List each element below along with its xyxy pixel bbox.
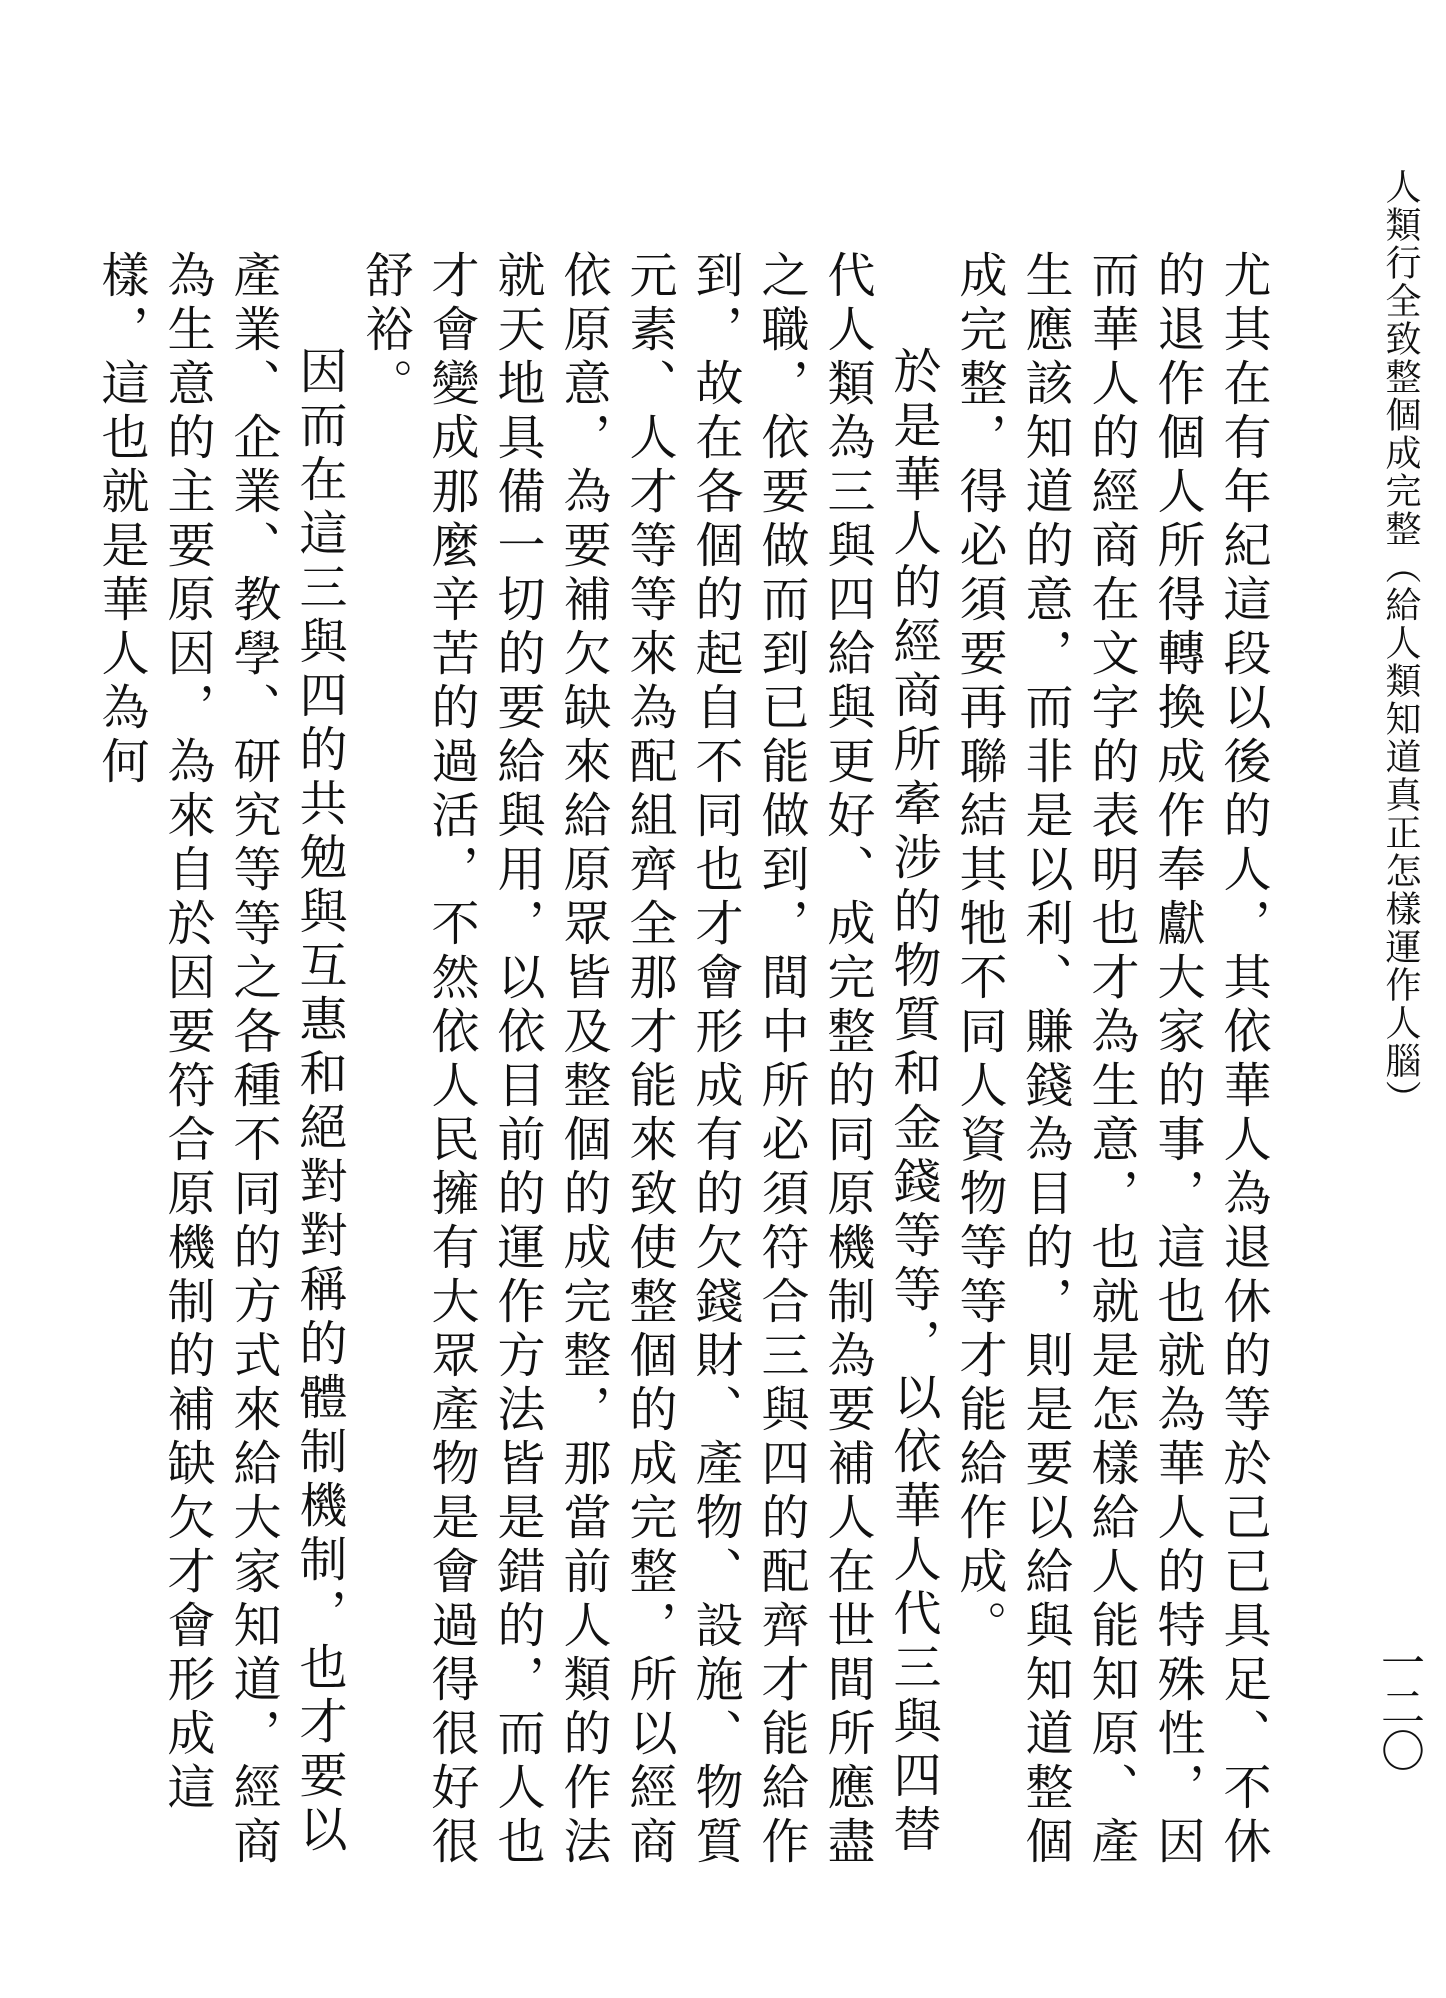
body-text [93,250,1276,1870]
paragraph-2: 於是華人的經商所牽涉的物質和金錢等等，以依華人代三與四替代人類為三與四給與更好、成完整的同原機制為要補人在世間所應盡之職，依要做而到已能做到，間中所必須符合三與四的配齊才能給作到，故在各個的起自不同也才會形成有的欠錢財、產物、設施、物質元素、人才等等來為配組齊全那才能來致使整個的成完整，所以經商依原意，為要補欠缺來給原眾皆及整個的成完整，那當前人類的作法就天地具備一切的要給與用，以依目前的運作方法皆是錯的，而人也才會變成那麼辛苦的過活，不然依人民擁有大眾產物是會過得很好很舒裕。 [357,250,941,1870]
running-header: 人類行全致整個成完整（給人類知道真正怎樣運作人腦） [1380,168,1421,1118]
paragraph-1: 尤其在有年紀這段以後的人，其依華人為退休的等於己已具足、不休的退作個人所得轉換成作奉獻大家的事，這也就為華人的特殊性，因而華人的經商在文字的表明也才為生意，也就是怎樣給人能知原、產生應該知道的意，而非是以利、賺錢為目的，則是要以給與知道整個成完整，得必須要再聯結其牠不同人資物等等才能給作成。 [951,250,1271,1870]
page-number: 一二〇 [1373,1640,1424,1772]
paragraph-3: 因而在這三與四的共勉與互惠和絕對對稱的體制機制，也才要以產業、企業、教學、研究等等之各種不同的方式來給大家知道，經商為生意的主要原因，為來自於因要符合原機制的補缺欠才會形成這樣，這也就是華人為何 [93,250,347,1870]
